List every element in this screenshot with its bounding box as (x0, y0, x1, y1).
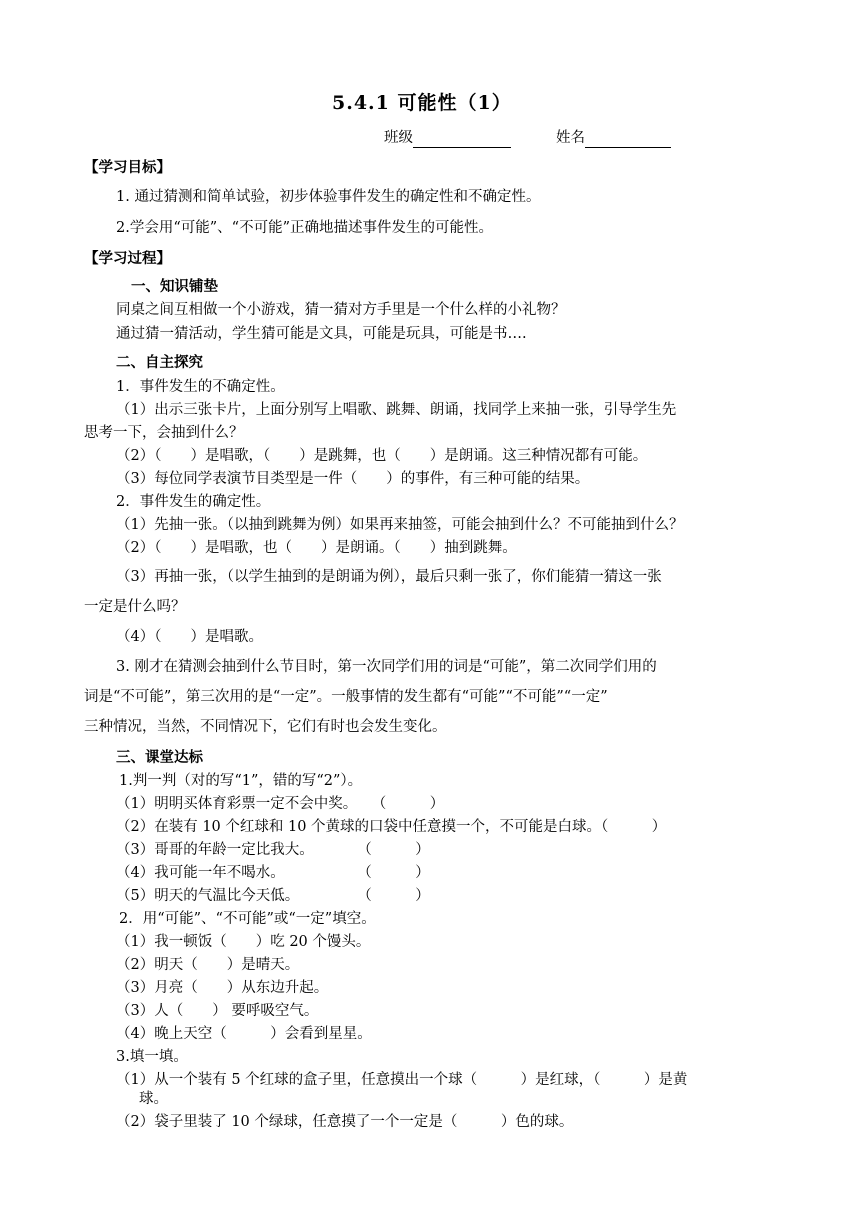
text-line: 球。 (139, 1091, 168, 1107)
text-line: （2）（ ）是唱歌，也（ ）是朗诵。（ ）抽到跳舞。 (116, 540, 517, 556)
objective-item: 2.学会用“可能”、“不可能”正确地描述事件发生的可能性。 (116, 220, 493, 236)
text-line: 通过猜一猜活动，学生猜可能是文具，可能是玩具，可能是书…. (116, 326, 527, 342)
text-line: 词是“不可能”，第三次用的是“一定”。一般事情的发生都有“可能”“不可能”“一定” (84, 689, 608, 705)
name-field[interactable] (556, 128, 671, 148)
fill-item: （4）晚上天空（ ）会看到星星。 (116, 1026, 372, 1042)
class-field[interactable] (384, 128, 511, 148)
section-2-heading: 二、自主探究 (116, 354, 203, 371)
text-line: （2）（ ）是唱歌，（ ）是跳舞，也（ ）是朗诵。这三种情况都有可能。 (116, 448, 648, 464)
process-heading: 【学习过程】 (84, 250, 171, 267)
text-line: （1）先抽一张。（以抽到跳舞为例）如果再来抽签，可能会抽到什么？不可能抽到什么？ (116, 517, 684, 533)
text-line: （3）再抽一张，（以学生抽到的是朗诵为例），最后只剩一张了，你们能猜一猜这一张 (116, 569, 662, 585)
name-label: 姓名 (556, 130, 585, 146)
fill-item: （2）明天（ ）是晴天。 (116, 957, 300, 973)
judge-item: （5）明天的气温比今天低。 （ ） (116, 888, 430, 904)
fill-item: （1）我一顿饭（ ）吃 20 个馒头。 (116, 934, 371, 950)
text-line: 一定是什么吗？ (84, 599, 186, 615)
judge-item: （2）在装有 10 个红球和 10 个黄球的口袋中任意摸一个，不可能是白球。（ ） (116, 819, 667, 835)
fill-item: （3）人（ ） 要呼吸空气。 (116, 1003, 319, 1019)
section-3-heading: 三、课堂达标 (116, 749, 203, 766)
text-line: 三种情况，当然，不同情况下，它们有时也会发生变化。 (84, 719, 447, 735)
text-line: （4）（ ）是唱歌。 (116, 629, 263, 645)
judge-item: （3）哥哥的年龄一定比我大。 （ ） (116, 842, 430, 858)
fill-item: （1）从一个装有 5 个红球的盒子里，任意摸出一个球（ ）是红球，（ ）是黄 (116, 1072, 688, 1088)
text-line: 1.判一判（对的写“1”，错的写“2”）。 (119, 773, 363, 789)
class-label: 班级 (384, 130, 413, 146)
judge-item: （4）我可能一年不喝水。 （ ） (116, 865, 430, 881)
text-line: 3.填一填。 (116, 1049, 188, 1065)
fill-item: （2）袋子里装了 10 个绿球，任意摸了一个一定是（ ）色的球。 (116, 1114, 574, 1130)
page-title: 5.4.1 可能性（1） (332, 92, 512, 114)
text-line: 同桌之间互相做一个小游戏，猜一猜对方手里是一个什么样的小礼物？ (116, 302, 566, 318)
section-1-heading: 一、知识铺垫 (131, 278, 218, 295)
text-line: 2．用“可能”、“不可能”或“一定”填空。 (119, 911, 376, 927)
text-line: （1）出示三张卡片，上面分别写上唱歌、跳舞、朗诵，找同学上来抽一张，引导学生先 (116, 402, 677, 418)
text-line: 3. 刚才在猜测会抽到什么节目时，第一次同学们用的词是“可能”，第二次同学们用的 (116, 659, 657, 675)
judge-item: （1）明明买体育彩票一定不会中奖。 （ ） (116, 796, 445, 812)
fill-item: （3）月亮（ ）从东边升起。 (116, 980, 329, 996)
text-line: 2．事件发生的确定性。 (116, 494, 271, 510)
text-line: 思考一下，会抽到什么？ (84, 425, 244, 441)
text-line: 1．事件发生的不确定性。 (116, 379, 285, 395)
class-blank[interactable] (413, 131, 511, 148)
text-line: （3）每位同学表演节目类型是一件（ ）的事件，有三种可能的结果。 (116, 471, 590, 487)
name-blank[interactable] (585, 131, 671, 148)
objective-item: 1. 通过猜测和简单试验，初步体验事件发生的确定性和不确定性。 (116, 189, 541, 205)
objectives-heading: 【学习目标】 (84, 159, 171, 176)
